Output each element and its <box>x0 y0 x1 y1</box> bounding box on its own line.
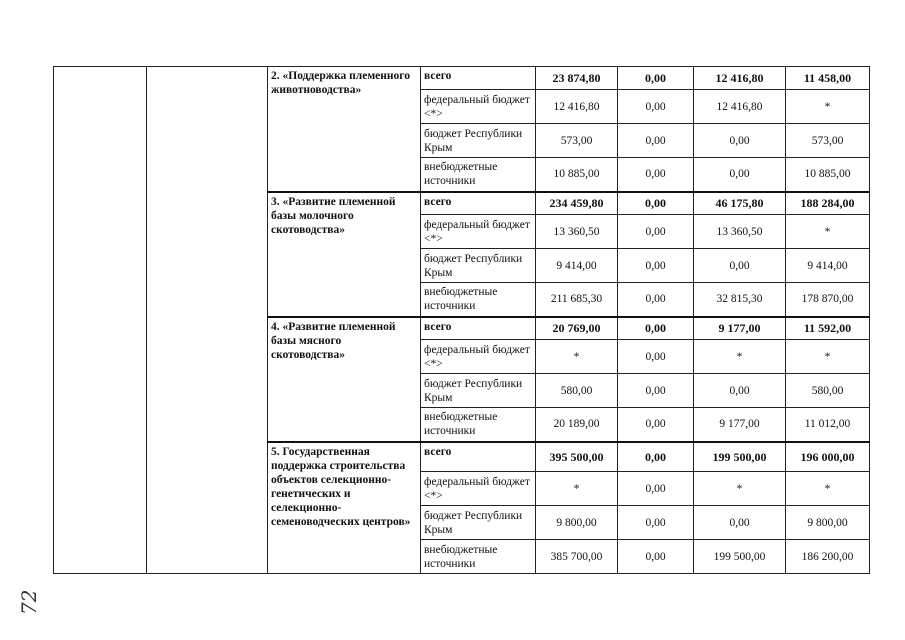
empty-column-2 <box>147 67 268 574</box>
amount-cell: 0,00 <box>618 67 694 90</box>
amount-cell: 13 360,50 <box>694 215 786 249</box>
amount-cell: 0,00 <box>694 506 786 540</box>
funding-category: всего <box>421 317 536 340</box>
amount-cell: 0,00 <box>618 317 694 340</box>
program-total-row <box>54 67 870 90</box>
amount-cell: 0,00 <box>618 283 694 317</box>
amount-cell: * <box>536 472 618 506</box>
amount-cell: 211 685,30 <box>536 283 618 317</box>
amount-cell: 580,00 <box>536 374 618 408</box>
amount-cell: 0,00 <box>694 249 786 283</box>
funding-category: всего <box>421 192 536 215</box>
amount-cell: 0,00 <box>618 408 694 442</box>
amount-cell: 9 800,00 <box>786 506 870 540</box>
amount-cell: 13 360,50 <box>536 215 618 249</box>
amount-cell: 0,00 <box>618 124 694 158</box>
funding-category: федеральный бюджет <*> <box>421 472 536 506</box>
amount-cell: 9 177,00 <box>694 408 786 442</box>
empty-column-1 <box>54 67 147 574</box>
amount-cell: 11 592,00 <box>786 317 870 340</box>
amount-cell: * <box>536 340 618 374</box>
amount-cell: 0,00 <box>618 442 694 472</box>
funding-category: бюджет Республики Крым <box>421 249 536 283</box>
funding-category: бюджет Республики Крым <box>421 374 536 408</box>
amount-cell: 0,00 <box>618 90 694 124</box>
amount-cell: 0,00 <box>694 158 786 192</box>
amount-cell: 0,00 <box>618 215 694 249</box>
program-title: 5. Государственная поддержка строительства объектов селекционно-генетических и селекционно-семеноводческих центров» <box>268 442 421 574</box>
amount-cell: 9 414,00 <box>786 249 870 283</box>
amount-cell: 20 769,00 <box>536 317 618 340</box>
funding-category: федеральный бюджет <*> <box>421 340 536 374</box>
amount-cell: 0,00 <box>618 249 694 283</box>
amount-cell: 9 177,00 <box>694 317 786 340</box>
amount-cell: 10 885,00 <box>786 158 870 192</box>
funding-category: федеральный бюджет <*> <box>421 215 536 249</box>
amount-cell: 0,00 <box>618 374 694 408</box>
amount-cell: 11 458,00 <box>786 67 870 90</box>
amount-cell: 234 459,80 <box>536 192 618 215</box>
amount-cell: 12 416,80 <box>694 67 786 90</box>
program-title: 3. «Развитие племенной базы молочного скотоводства» <box>268 192 421 317</box>
amount-cell: 573,00 <box>786 124 870 158</box>
handwritten-page-note: 72 <box>17 589 41 615</box>
amount-cell: 188 284,00 <box>786 192 870 215</box>
amount-cell: * <box>786 340 870 374</box>
funding-category: всего <box>421 442 536 472</box>
funding-category: внебюджетные источники <box>421 158 536 192</box>
funding-category: всего <box>421 67 536 90</box>
amount-cell: 10 885,00 <box>536 158 618 192</box>
funding-category: внебюджетные источники <box>421 283 536 317</box>
amount-cell: 9 414,00 <box>536 249 618 283</box>
amount-cell: 32 815,30 <box>694 283 786 317</box>
amount-cell: * <box>786 472 870 506</box>
amount-cell: 196 000,00 <box>786 442 870 472</box>
budget-table <box>53 66 870 574</box>
amount-cell: 12 416,80 <box>694 90 786 124</box>
amount-cell: 0,00 <box>694 124 786 158</box>
program-title: 4. «Развитие племенной базы мясного скотоводства» <box>268 317 421 442</box>
amount-cell: 199 500,00 <box>694 442 786 472</box>
amount-cell: 11 012,00 <box>786 408 870 442</box>
amount-cell: 12 416,80 <box>536 90 618 124</box>
amount-cell: 580,00 <box>786 374 870 408</box>
amount-cell: 0,00 <box>618 158 694 192</box>
amount-cell: * <box>694 472 786 506</box>
funding-category: внебюджетные источники <box>421 540 536 574</box>
funding-category: федеральный бюджет <*> <box>421 90 536 124</box>
amount-cell: 9 800,00 <box>536 506 618 540</box>
amount-cell: 0,00 <box>618 192 694 215</box>
amount-cell: 20 189,00 <box>536 408 618 442</box>
amount-cell: * <box>786 90 870 124</box>
amount-cell: 573,00 <box>536 124 618 158</box>
amount-cell: 385 700,00 <box>536 540 618 574</box>
amount-cell: 395 500,00 <box>536 442 618 472</box>
amount-cell: 0,00 <box>618 540 694 574</box>
amount-cell: 199 500,00 <box>694 540 786 574</box>
amount-cell: * <box>694 340 786 374</box>
program-title: 2. «Поддержка племенного животноводства» <box>268 67 421 192</box>
amount-cell: 178 870,00 <box>786 283 870 317</box>
amount-cell: 23 874,80 <box>536 67 618 90</box>
amount-cell: 0,00 <box>694 374 786 408</box>
funding-category: внебюджетные источники <box>421 408 536 442</box>
amount-cell: 0,00 <box>618 506 694 540</box>
funding-category: бюджет Республики Крым <box>421 124 536 158</box>
amount-cell: 186 200,00 <box>786 540 870 574</box>
funding-category: бюджет Республики Крым <box>421 506 536 540</box>
amount-cell: * <box>786 215 870 249</box>
amount-cell: 0,00 <box>618 472 694 506</box>
amount-cell: 46 175,80 <box>694 192 786 215</box>
amount-cell: 0,00 <box>618 340 694 374</box>
